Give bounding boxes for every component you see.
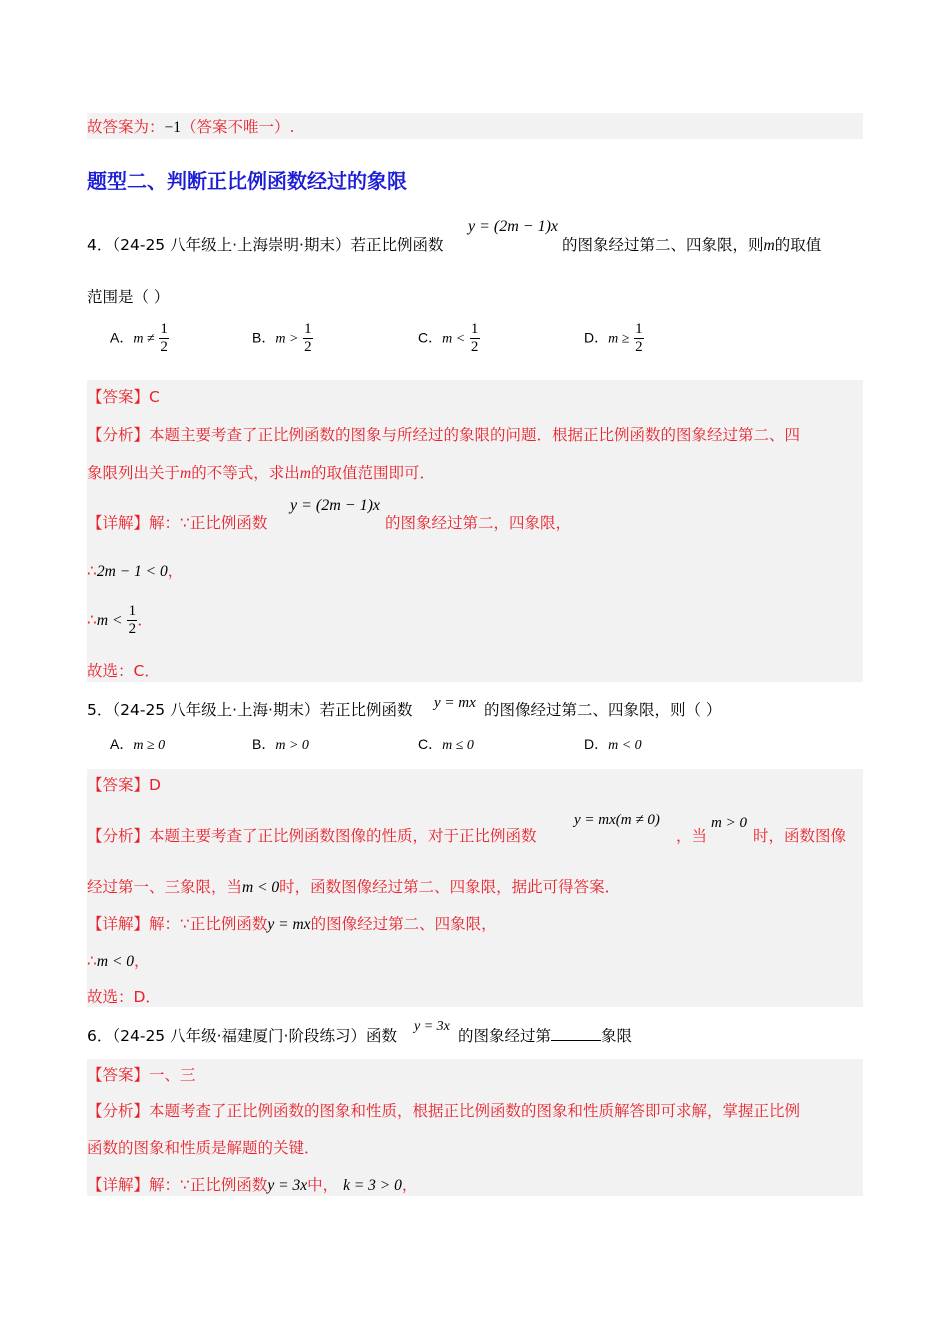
- section-title: 题型二、判断正比例函数经过的象限: [87, 169, 407, 193]
- q5-stem: [87, 699, 412, 721]
- q6-analysis-line2: 函数的图象和性质是解题的关键．: [87, 1139, 320, 1157]
- prev-answer-suffix: （答案不唯一）.: [181, 118, 295, 136]
- q4-stem-line1-tail: [562, 234, 821, 257]
- q4-analysis-var1: m: [180, 465, 192, 482]
- q4-option-b-fraction: [303, 322, 313, 355]
- q4-option-a-math: m ≠: [133, 331, 155, 347]
- q6-analysis-tag: 【分析】: [87, 1102, 150, 1120]
- q5-option-c-label: C．: [418, 736, 443, 752]
- q4-option-a[interactable]: [110, 322, 169, 355]
- q4-analysis-var2: m: [299, 465, 311, 482]
- q5-analysis-function: y = mx(m ≠ 0): [574, 812, 660, 828]
- prev-answer-math: −1: [164, 119, 182, 136]
- q5-detail-line1: [87, 913, 497, 936]
- q4-detail-tag: 【详解】: [87, 514, 150, 532]
- q4-analysis-text2b: 的不等式，求出: [191, 464, 300, 482]
- q5-analysis-tag: 【分析】: [87, 827, 150, 845]
- q6-answer-value: 一、三: [149, 1066, 196, 1084]
- q4-step2-therefore: ∴: [87, 611, 97, 629]
- q6-detail-text1c: 中，: [307, 1176, 339, 1194]
- q4-step2-den: 2: [128, 621, 137, 637]
- q5-analysis-line1: [87, 825, 537, 847]
- q4-option-d-den: 2: [635, 339, 643, 355]
- q4-option-d-math: m ≥: [608, 331, 630, 347]
- q4-option-b-num: 1: [304, 321, 312, 337]
- q4-option-b-den: 2: [304, 339, 312, 355]
- q4-step1-therefore: ∴: [87, 562, 97, 580]
- q5-analysis-text2a: 经过第一、三象限，当: [87, 878, 243, 896]
- q6-number: 6．: [87, 1027, 113, 1045]
- q4-option-c-num: 1: [470, 321, 479, 337]
- q6-analysis-text1: 本题考查了正比例函数的图象和性质，根据正比例函数的图象和性质解答即可求解，掌握正比例: [149, 1102, 801, 1120]
- q5-number: 5．: [87, 701, 113, 719]
- q4-option-b[interactable]: [252, 322, 313, 355]
- q6-detail-text1a: 解：∵正比例函数: [149, 1176, 268, 1194]
- q4-analysis-tag: 【分析】: [87, 426, 150, 444]
- q6-text-end: 象限: [601, 1027, 633, 1045]
- q4-step1-end: ，: [167, 562, 184, 580]
- q6-blank[interactable]: [551, 1026, 601, 1041]
- q5-detail-text1a: 解：∵正比例函数: [149, 915, 268, 933]
- q4-option-c[interactable]: [418, 322, 480, 355]
- q6-detail-line1: [87, 1174, 417, 1197]
- prev-answer-line: [87, 116, 294, 139]
- q4-step2-fraction: [127, 604, 137, 637]
- q5-detail-function: y = mx: [267, 916, 311, 933]
- q6-detail-end: ，: [401, 1176, 418, 1194]
- q5-option-c-math: m ≤ 0: [442, 738, 474, 753]
- q5-option-a-math: m ≥ 0: [133, 738, 166, 753]
- q4-stem-line2: 范围是（ ）: [87, 288, 170, 306]
- q4-stem-line1: [87, 234, 443, 256]
- q5-step1-end: ，: [134, 952, 150, 970]
- q4-analysis-line1: [87, 424, 800, 446]
- q6-answer: [87, 1064, 196, 1086]
- q5-analysis-text1a: 本题主要考查了正比例函数图像的性质，对于正比例函数: [149, 827, 537, 845]
- q5-step1-therefore: ∴: [87, 952, 97, 970]
- q5-step1: [87, 950, 150, 973]
- q4-step2: [87, 600, 153, 641]
- q6-stem: [87, 1025, 397, 1047]
- q6-analysis-line1: [87, 1100, 800, 1122]
- q5-analysis-cond1: m > 0: [711, 815, 747, 831]
- q4-option-d-num: 1: [635, 321, 643, 337]
- q4-detail-text1a: 解：∵正比例函数: [149, 514, 268, 532]
- q4-option-d-label: D．: [584, 329, 609, 346]
- q6-stem-tail: [458, 1025, 632, 1047]
- q5-analysis-line1-mid: ，当: [676, 827, 708, 845]
- q4-detail-line1: [87, 512, 267, 534]
- q4-source: （24-25 八年级上·上海崇明·期末）若正比例函数: [112, 236, 444, 254]
- q5-step1-math: m < 0: [96, 953, 135, 970]
- q6-answer-tag: 【答案】: [87, 1066, 150, 1084]
- q4-option-a-num: 1: [160, 321, 168, 337]
- q5-answer-value: D: [149, 776, 161, 794]
- q4-step2-end: ．: [137, 611, 153, 629]
- q5-option-a-label: A．: [110, 736, 134, 752]
- q4-option-a-label: A．: [110, 329, 134, 346]
- q4-option-c-label: C．: [418, 329, 443, 346]
- q5-detail-tag: 【详解】: [87, 915, 150, 933]
- q4-var: m: [763, 237, 775, 254]
- q5-source: （24-25 八年级上·上海·期末）若正比例函数: [112, 701, 413, 719]
- q5-choice: 故选：D．: [87, 988, 161, 1006]
- q6-detail-function: y = 3x: [267, 1177, 308, 1194]
- q4-step2-math: m <: [96, 612, 123, 629]
- q5-answer-tag: 【答案】: [87, 776, 150, 794]
- q4-answer-value: C: [149, 388, 160, 406]
- q6-text-after: 的图象经过第: [458, 1027, 552, 1045]
- q4-detail-line1-tail: 的图象经过第二，四象限，: [385, 514, 572, 532]
- q4-option-a-fraction: [159, 322, 169, 355]
- q6-detail-tag: 【详解】: [87, 1176, 150, 1194]
- q4-choice: 故选：C．: [87, 662, 160, 680]
- q5-option-d-math: m < 0: [608, 738, 642, 753]
- q4-answer-tag: 【答案】: [87, 388, 150, 406]
- q4-analysis-line2: [87, 462, 435, 485]
- q4-option-c-den: 2: [470, 339, 479, 355]
- q4-option-d-fraction: [634, 322, 644, 355]
- q4-option-c-math: m <: [442, 331, 466, 347]
- q4-function: y = (2m − 1)x: [468, 218, 559, 235]
- q6-detail-k: k = 3 > 0: [343, 1177, 402, 1194]
- q5-answer: [87, 774, 161, 796]
- q5-stem-tail: 的图像经过第二、四象限，则（ ）: [484, 701, 722, 719]
- q5-analysis-line1-tail: 时，函数图像: [753, 827, 847, 845]
- q4-number: 4．: [87, 236, 113, 254]
- q5-analysis-line2: [87, 876, 620, 899]
- q4-step2-num: 1: [128, 603, 137, 619]
- q4-detail-function: y = (2m − 1)x: [290, 497, 381, 514]
- q4-step1-math: 2m − 1 < 0: [96, 563, 168, 580]
- q5-option-d-label: D．: [584, 736, 609, 752]
- q4-text-end: 的取值: [774, 236, 822, 254]
- q4-analysis-text2a: 象限列出关于: [87, 464, 181, 482]
- q4-analysis-text1: 本题主要考查了正比例函数的图象与所经过的象限的问题．根据正比例函数的图象经过第二、四: [149, 426, 801, 444]
- q5-function: y = mx: [434, 695, 476, 711]
- q5-option-b-math: m > 0: [275, 738, 309, 753]
- q4-option-a-den: 2: [160, 339, 168, 355]
- q5-option-c[interactable]: [418, 734, 474, 754]
- q4-option-c-fraction: [470, 322, 480, 355]
- q4-option-b-math: m >: [275, 331, 299, 347]
- q5-analysis-cond2: m < 0: [242, 879, 280, 896]
- q4-option-d[interactable]: [584, 322, 644, 355]
- q5-option-d[interactable]: [584, 734, 642, 754]
- q5-analysis-text2c: 时，函数图像经过第二、四象限，据此可得答案．: [279, 878, 621, 896]
- q6-source: （24-25 八年级·福建厦门·阶段练习）函数: [112, 1027, 397, 1045]
- prev-answer-prefix: 故答案为：: [87, 118, 165, 136]
- q4-text-after: 的图象经过第二、四象限，则: [562, 236, 764, 254]
- q6-function: y = 3x: [414, 1019, 450, 1034]
- q4-analysis-text2c: 的取值范围即可．: [310, 464, 435, 482]
- q5-option-b[interactable]: [252, 734, 309, 754]
- q5-option-b-label: B．: [252, 736, 276, 752]
- q5-detail-text1c: 的图像经过第二、四象限，: [310, 915, 497, 933]
- q5-option-a[interactable]: [110, 734, 165, 754]
- q4-option-b-label: B．: [252, 329, 276, 346]
- q4-answer: [87, 386, 160, 408]
- q4-step1: [87, 560, 183, 583]
